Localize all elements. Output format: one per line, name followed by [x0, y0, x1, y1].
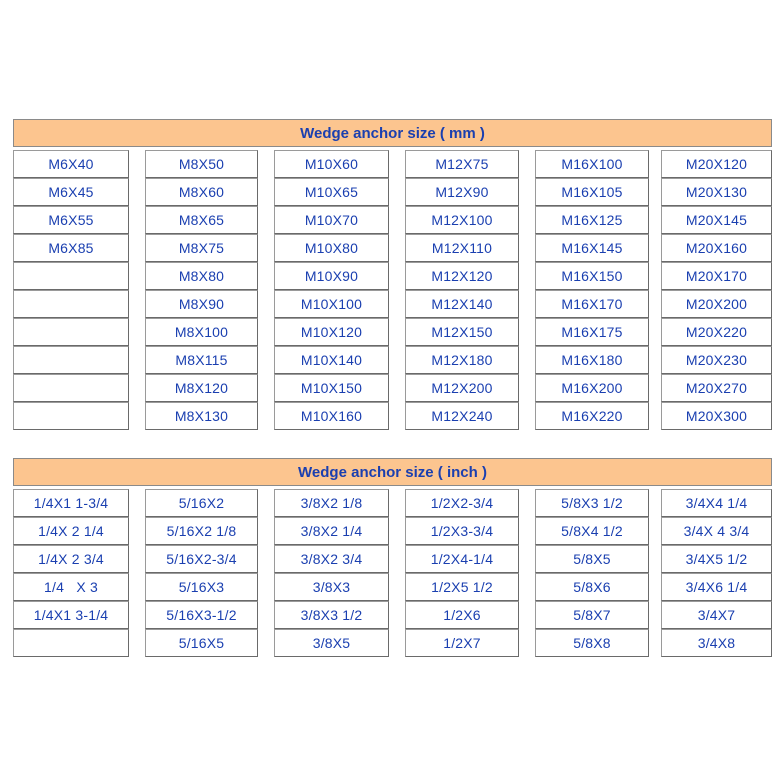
mm-size-cell [13, 290, 129, 318]
mm-size-cell: M8X50 [145, 150, 258, 178]
inch-column-6 [661, 489, 772, 657]
mm-size-cell: M10X65 [274, 178, 389, 206]
inch-size-cell: 1/4X 2 1/4 [13, 517, 129, 545]
mm-size-cell: M20X160 [661, 234, 772, 262]
inch-size-cell: 5/8X7 [535, 601, 649, 629]
mm-column-4 [405, 150, 519, 430]
inch-size-cell: 5/8X6 [535, 573, 649, 601]
mm-size-cell: M16X200 [535, 374, 649, 402]
mm-column-6 [661, 150, 772, 430]
mm-size-cell [13, 402, 129, 430]
mm-size-cell: M16X125 [535, 206, 649, 234]
inch-size-cell: 3/4X5 1/2 [661, 545, 772, 573]
mm-size-cell: M12X240 [405, 402, 519, 430]
mm-size-cell: M16X170 [535, 290, 649, 318]
mm-column-3 [274, 150, 389, 430]
mm-size-cell: M12X90 [405, 178, 519, 206]
mm-size-cell: M8X80 [145, 262, 258, 290]
mm-column-5 [535, 150, 649, 430]
mm-size-cell: M16X150 [535, 262, 649, 290]
inch-size-cell: 3/4X6 1/4 [661, 573, 772, 601]
mm-size-cell: M6X40 [13, 150, 129, 178]
mm-size-cell: M16X175 [535, 318, 649, 346]
mm-size-table [13, 119, 772, 431]
inch-size-cell: 1/2X2-3/4 [405, 489, 519, 517]
mm-size-cell: M20X120 [661, 150, 772, 178]
inch-size-cell: 3/8X3 [274, 573, 389, 601]
mm-size-cell: M16X220 [535, 402, 649, 430]
mm-size-cell: M8X65 [145, 206, 258, 234]
mm-size-cell: M8X115 [145, 346, 258, 374]
mm-size-cell: M10X160 [274, 402, 389, 430]
mm-size-cell: M12X180 [405, 346, 519, 374]
inch-size-cell: 1/4X 2 3/4 [13, 545, 129, 573]
inch-size-cell: 3/8X2 3/4 [274, 545, 389, 573]
inch-size-cell: 5/8X3 1/2 [535, 489, 649, 517]
inch-size-cell: 5/16X3-1/2 [145, 601, 258, 629]
inch-size-table [13, 458, 772, 658]
inch-column-3 [274, 489, 389, 657]
mm-size-cell: M16X180 [535, 346, 649, 374]
mm-size-cell: M12X110 [405, 234, 519, 262]
inch-size-cell: 5/16X2 [145, 489, 258, 517]
inch-size-cell: 1/2X7 [405, 629, 519, 657]
inch-size-cell: 5/16X2-3/4 [145, 545, 258, 573]
mm-column-1 [13, 150, 129, 430]
mm-size-cell: M6X55 [13, 206, 129, 234]
mm-size-cell: M10X100 [274, 290, 389, 318]
mm-size-cell: M12X140 [405, 290, 519, 318]
mm-size-cell: M20X200 [661, 290, 772, 318]
mm-size-cell: M20X145 [661, 206, 772, 234]
mm-size-cell: M6X45 [13, 178, 129, 206]
inch-size-cell: 1/2X5 1/2 [405, 573, 519, 601]
inch-size-cell: 3/8X3 1/2 [274, 601, 389, 629]
mm-size-cell: M16X145 [535, 234, 649, 262]
mm-size-cell: M8X130 [145, 402, 258, 430]
inch-size-cell: 3/4X8 [661, 629, 772, 657]
mm-size-cell [13, 262, 129, 290]
inch-size-cell: 3/8X2 1/8 [274, 489, 389, 517]
mm-size-cell: M10X80 [274, 234, 389, 262]
inch-size-cell: 5/8X8 [535, 629, 649, 657]
mm-table-title: Wedge anchor size ( mm ) [13, 119, 772, 147]
mm-size-cell: M10X60 [274, 150, 389, 178]
inch-column-2 [145, 489, 258, 657]
inch-size-cell: 1/2X6 [405, 601, 519, 629]
mm-size-cell: M8X120 [145, 374, 258, 402]
mm-size-cell: M10X150 [274, 374, 389, 402]
mm-size-cell: M12X75 [405, 150, 519, 178]
inch-size-cell: 3/4X 4 3/4 [661, 517, 772, 545]
mm-size-cell: M20X170 [661, 262, 772, 290]
mm-column-2 [145, 150, 258, 430]
inch-size-cell: 5/8X4 1/2 [535, 517, 649, 545]
inch-size-cell: 3/8X2 1/4 [274, 517, 389, 545]
inch-column-4 [405, 489, 519, 657]
inch-size-cell: 3/4X4 1/4 [661, 489, 772, 517]
inch-size-cell: 1/4 X 3 [13, 573, 129, 601]
inch-size-cell: 3/8X5 [274, 629, 389, 657]
mm-size-cell: M10X140 [274, 346, 389, 374]
inch-size-cell: 5/16X2 1/8 [145, 517, 258, 545]
inch-size-cell [13, 629, 129, 657]
inch-size-cell: 1/4X1 3-1/4 [13, 601, 129, 629]
mm-size-cell: M20X130 [661, 178, 772, 206]
inch-size-cell: 3/4X7 [661, 601, 772, 629]
mm-size-cell [13, 346, 129, 374]
inch-column-5 [535, 489, 649, 657]
mm-size-cell: M20X220 [661, 318, 772, 346]
mm-size-cell: M12X150 [405, 318, 519, 346]
mm-size-cell: M12X120 [405, 262, 519, 290]
inch-size-cell: 1/2X4-1/4 [405, 545, 519, 573]
mm-size-cell: M8X75 [145, 234, 258, 262]
mm-size-cell: M10X90 [274, 262, 389, 290]
mm-size-cell: M20X230 [661, 346, 772, 374]
mm-size-cell [13, 318, 129, 346]
inch-table-title: Wedge anchor size ( inch ) [13, 458, 772, 486]
mm-size-cell: M12X200 [405, 374, 519, 402]
mm-size-cell: M6X85 [13, 234, 129, 262]
mm-size-cell: M8X60 [145, 178, 258, 206]
mm-size-cell: M20X270 [661, 374, 772, 402]
mm-size-cell: M16X105 [535, 178, 649, 206]
inch-column-1 [13, 489, 129, 657]
mm-size-cell: M10X70 [274, 206, 389, 234]
inch-size-cell: 1/2X3-3/4 [405, 517, 519, 545]
mm-size-cell: M12X100 [405, 206, 519, 234]
inch-size-cell: 1/4X1 1-3/4 [13, 489, 129, 517]
inch-size-cell: 5/16X3 [145, 573, 258, 601]
inch-size-cell: 5/16X5 [145, 629, 258, 657]
mm-size-cell: M8X100 [145, 318, 258, 346]
mm-size-cell [13, 374, 129, 402]
mm-size-cell: M20X300 [661, 402, 772, 430]
mm-size-cell: M16X100 [535, 150, 649, 178]
mm-size-cell: M10X120 [274, 318, 389, 346]
mm-size-cell: M8X90 [145, 290, 258, 318]
inch-size-cell: 5/8X5 [535, 545, 649, 573]
